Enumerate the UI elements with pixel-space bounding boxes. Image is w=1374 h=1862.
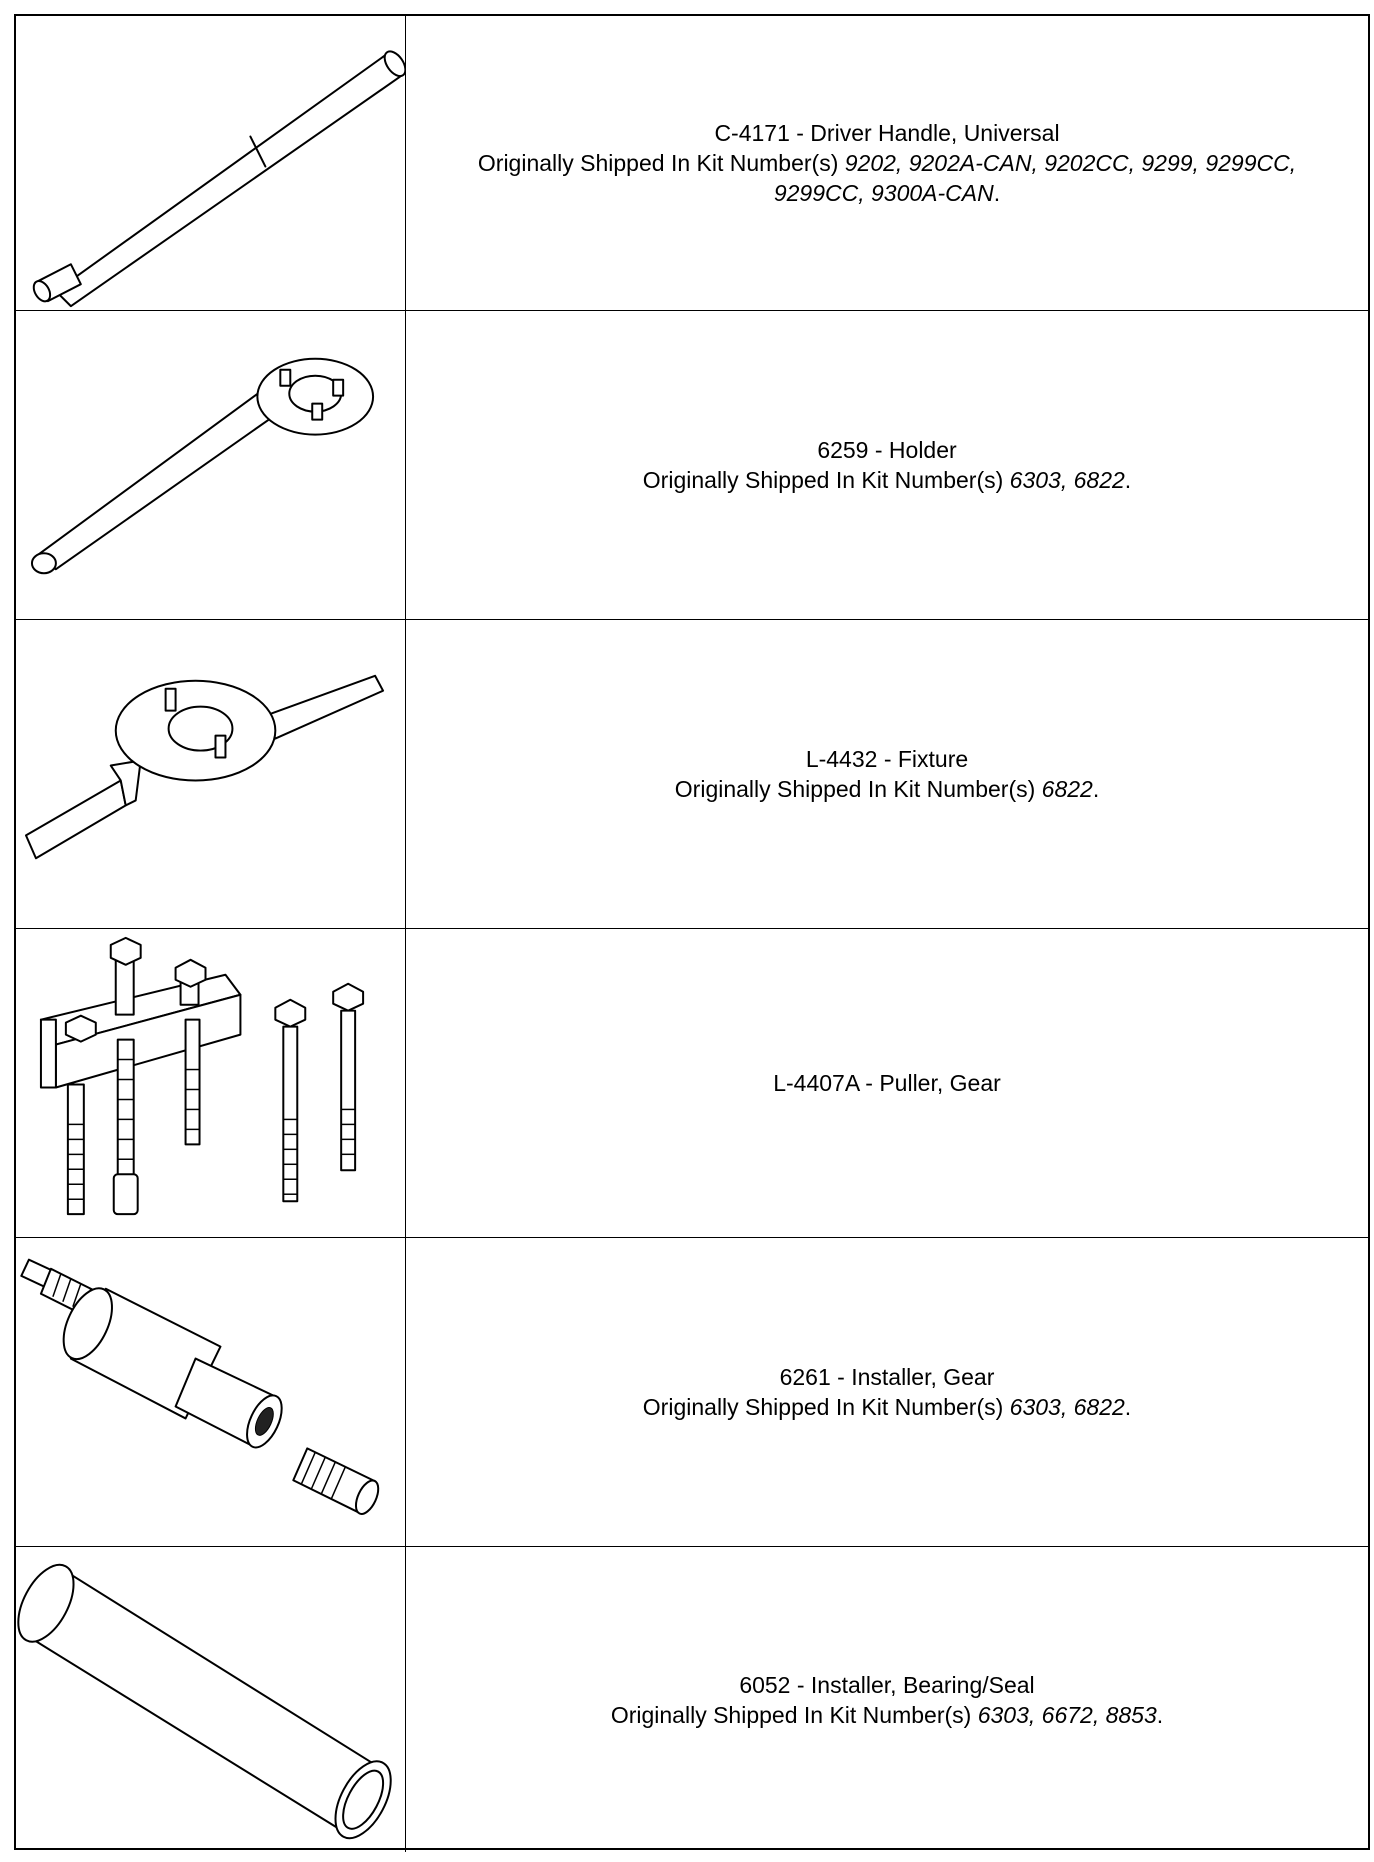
gear-installer-icon bbox=[16, 1238, 406, 1546]
tool-title: 6259 - Holder bbox=[817, 437, 957, 463]
gear-puller-icon bbox=[16, 929, 406, 1237]
tool-row bbox=[16, 929, 1368, 1238]
kit-end: . bbox=[1124, 1394, 1132, 1420]
tool-description bbox=[406, 16, 1368, 310]
tool-title: L-4407A - Puller, Gear bbox=[773, 1070, 1001, 1096]
tool-description bbox=[406, 1547, 1368, 1852]
tool-description bbox=[406, 620, 1368, 928]
kit-line bbox=[430, 1392, 1344, 1422]
tool-title: 6052 - Installer, Bearing/Seal bbox=[739, 1671, 1035, 1698]
tool-row bbox=[16, 1547, 1368, 1852]
driver-handle-icon bbox=[16, 16, 406, 310]
tool-description bbox=[406, 311, 1368, 619]
tool-title: L-4432 - Fixture bbox=[805, 746, 969, 772]
kit-line bbox=[430, 774, 1344, 804]
kit-numbers: 6822 bbox=[1041, 776, 1093, 802]
kit-numbers: 6303, 6822 bbox=[1009, 467, 1125, 493]
kit-end: . bbox=[1156, 1701, 1164, 1728]
kit-numbers: 6303, 6822 bbox=[1009, 1394, 1125, 1420]
bearing-seal-installer-icon bbox=[16, 1547, 406, 1852]
tool-row bbox=[16, 16, 1368, 311]
kit-line bbox=[430, 1700, 1344, 1730]
tool-description bbox=[406, 1238, 1368, 1546]
kit-line bbox=[430, 148, 1344, 208]
kit-end: . bbox=[1092, 776, 1100, 802]
kit-prefix: Originally Shipped In Kit Number(s) bbox=[477, 150, 839, 176]
kit-line bbox=[430, 465, 1344, 495]
fixture-icon bbox=[16, 620, 406, 928]
tool-description bbox=[406, 929, 1368, 1237]
kit-prefix: Originally Shipped In Kit Number(s) bbox=[674, 776, 1036, 802]
holder-wrench-icon bbox=[16, 311, 406, 619]
tool-table bbox=[14, 14, 1370, 1850]
kit-numbers: 6303, 6672, 8853 bbox=[977, 1701, 1157, 1728]
kit-numbers: 9202, 9202A-CAN, 9202CC, 9299, 9299CC, 9299CC, 9300A-CAN bbox=[773, 150, 1297, 206]
tool-row bbox=[16, 620, 1368, 929]
kit-end: . bbox=[1124, 467, 1132, 493]
kit-prefix: Originally Shipped In Kit Number(s) bbox=[642, 467, 1004, 493]
kit-prefix: Originally Shipped In Kit Number(s) bbox=[610, 1701, 972, 1728]
tool-title: C-4171 - Driver Handle, Universal bbox=[714, 120, 1060, 146]
kit-end: . bbox=[993, 180, 1001, 206]
tool-title: 6261 - Installer, Gear bbox=[779, 1364, 995, 1390]
kit-prefix: Originally Shipped In Kit Number(s) bbox=[642, 1394, 1004, 1420]
tool-row bbox=[16, 1238, 1368, 1547]
tool-row bbox=[16, 311, 1368, 620]
